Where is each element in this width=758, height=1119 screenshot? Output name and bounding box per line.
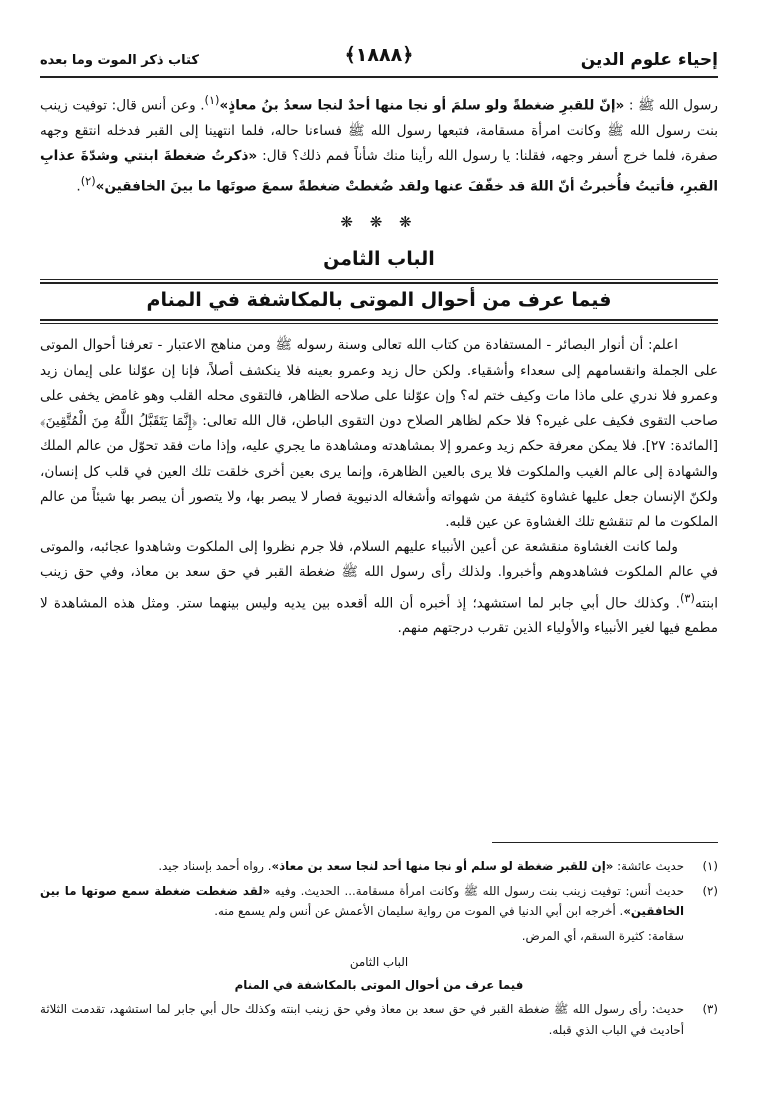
footnote-number: (٢) xyxy=(702,883,718,898)
chapter-title: كتاب ذكر الموت وما بعده xyxy=(40,52,199,68)
anas-tail: . xyxy=(76,178,81,195)
intro-lead: رسول الله ﷺ : xyxy=(624,97,718,114)
footnote-3 xyxy=(40,999,718,1040)
chapter-subheading: فيما عرف من أحوال الموتى بالمكاشفة في المنام xyxy=(40,282,718,321)
footnote-2 xyxy=(40,881,718,922)
footnote-number: (١) xyxy=(702,859,718,873)
footnote-tail: . رواه أحمد بإسناد جيد. xyxy=(158,859,272,873)
footnote-1 xyxy=(40,856,718,877)
hadith-text-1: «إنّ للقبرِ ضغطةً ولو سلمَ أو نجا منها أحدٌ لنجا سعدُ بنُ معاذٍ» xyxy=(219,97,625,114)
chapter-heading: الباب الثامن xyxy=(323,248,435,271)
footnote-lead: حديث عائشة: xyxy=(613,859,684,873)
footnote-text xyxy=(40,856,684,877)
running-title: إحياء علوم الدين xyxy=(580,50,718,70)
footnote-lead: حديث أنس: توفيت زينب بنت رسول الله ﷺ وكانت امرأة مسقامة... الحديث. وفيه xyxy=(270,883,684,898)
page-number: ﴿١٨٨٨﴾ xyxy=(344,44,414,66)
footnote-chapter-subheading: فيما عرف من أحوال الموتى بالمكاشفة في المنام xyxy=(234,977,524,992)
footnote-hadith: «إن للقبر ضغطة لو سلم أو نجا منها أحد لنجا سعد بن معاذ» xyxy=(271,859,614,873)
paragraph-2-tail: . وكذلك حال أبي جابر لما استشهد؛ إذ أخبره أن الله أقعده بين يديه وليس بينهما ستر. ومثل هذه المشاهدة لا مطمع فيها لغير الأنبياء والأولياء الذين تقرب درجتهم منهم. xyxy=(40,595,718,637)
paragraph-2-text: ولما كانت الغشاوة منقشعة عن أعين الأنبياء عليهم السلام، فلا جرم نظروا إلى الملكوت وشاهدوا عجائبه، والموتى في عالم الملكوت فشاهدوهم وأخبروا. ولذلك رأى رسول الله ﷺ ضغطة القبر في حق سعد بن معاذ، وفي حق زينب ابنته xyxy=(40,539,718,612)
footnotes xyxy=(40,852,718,1044)
section-stars-divider: ❋ ❋ ❋ xyxy=(340,212,418,231)
paragraph-1: اعلم: أن أنوار البصائر - المستفادة من كتاب الله تعالى وسنة رسوله ﷺ ومن مناهج الاعتبار - تعرفنا أحوال الموتى على الجملة وانقسامهم إلى سعداء وأشقياء. ولكن حال زيد وعمرو بعينه فلا ينكشف أصلاً، فإنا إن عوّلنا على إيمان زيد وعمرو فلا ندري على ماذا مات وكيف ختم له؟ وإن عوّلنا على صلاحه الظاهر، فالتقوى محله القلب وهو غامض يخفى على صاحب التقوى فكيف على غيره؟ فلا حكم لظاهر الصلاح دون التقوى الباطن، قال الله تعالى: ﴿إِنَّمَا يَتَقَبَّلُ اللَّهُ مِنَ الْمُتَّقِينَ﴾ [المائدة: ٢٧]. فلا يمكن معرفة حكم زيد وعمرو إلا بمشاهدته ومشاهدة ما يجري عليه، وإذا مات فقد تحوّل من عالم الملك والشهادة إلى عالم الغيب والملكوت فلا يرى بالعين الظاهرة، وإنما يرى بعين أخرى خلقت تلك العين في قلب كل إنسان، ولكنّ الإنسان جعل عليها غشاوة كثيفة من شهواته وأشغاله الدنيوية فصار لا يبصر بها، ولا يتصور أن يبصر بها شيئاً من عالم الملكوت ما لم تنقشع تلك الغشاوة عن عين قلبه. xyxy=(40,337,719,530)
main-text xyxy=(40,88,718,641)
footnote-separator xyxy=(492,842,718,843)
anas-narration: توفيت زينب بنت رسول الله ﷺ وكانت امرأة مسقامة، فتبعها رسول الله ﷺ فساءنا حاله، فلما انتهينا إلى القبر فدخله انتقع وجهه صفرة، فلما خرج أسفر وجهه، فقلنا: يا رسول الله رأينا منك شأناً فمم ذلك؟ قال: xyxy=(40,97,718,164)
page-header xyxy=(40,44,718,78)
footnote-ref-2[interactable]: (٢) xyxy=(80,174,96,189)
footnote-ref-1[interactable]: (١) xyxy=(204,93,220,107)
intro-paragraph xyxy=(40,88,718,200)
footnote-text: حديث: رأى رسول الله ﷺ ضغطة القبر في حق سعد بن معاذ وفي حق زينب ابنته وكذلك حال أبي جابر لما استشهد، تقدمت الثلاثة أحاديث في الباب الذي قبله. xyxy=(40,1002,684,1037)
footnote-chapter-heading: الباب الثامن xyxy=(349,955,409,969)
hadith-text-2: «ذكرتُ ضغطةَ ابنتي وشدّةَ عذابِ القبرِ، فأتيتُ فأُخبرتُ أنّ اللهَ قد خفّفَ عنها ولقد ضُغطتْ ضغطةً سمعَ صوتَها ما بينَ الخافقين» xyxy=(40,147,718,195)
footnote-number: (٣) xyxy=(702,1002,718,1016)
footnote-hadith: «لقد ضغطت ضغطة سمع صوتها ما بين الخافقين» xyxy=(40,883,684,918)
intro-tail: . وعن أنس قال: xyxy=(111,97,205,114)
paragraph-2 xyxy=(40,535,718,641)
footnote-tail: . أخرجه ابن أبي الدنيا في الموت من رواية سليمان الأعمش عن أنس ولم يسمع منه. xyxy=(214,904,624,918)
footnote-ref-3[interactable]: (٣) xyxy=(680,590,695,605)
footnote-gloss: سقامة: كثيرة السقم، أي المرض. xyxy=(521,928,684,943)
footnote-text xyxy=(40,881,684,922)
